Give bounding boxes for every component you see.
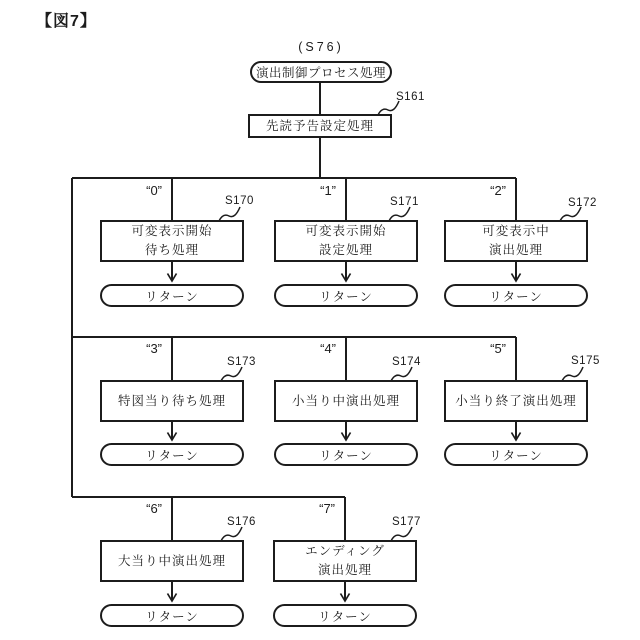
step-id-s177: S177 bbox=[392, 516, 421, 528]
case-label-7: “7” bbox=[319, 501, 335, 516]
return-terminal-0: リターン bbox=[100, 284, 244, 307]
start-terminal: 演出制御プロセス処理 bbox=[250, 61, 392, 83]
step-id-s172: S172 bbox=[568, 197, 597, 209]
leader-s176 bbox=[221, 527, 242, 541]
process-box-s175: 小当り終了演出処理 bbox=[444, 380, 588, 422]
return-terminal-6: リターン bbox=[100, 604, 244, 627]
process-box-s173: 特図当り待ち処理 bbox=[100, 380, 244, 422]
figure-number-label: 【図7】 bbox=[36, 13, 97, 30]
step-id-s170: S170 bbox=[225, 195, 254, 207]
return-terminal-1: リターン bbox=[274, 284, 418, 307]
leader-s174 bbox=[391, 367, 412, 381]
return-terminal-2: リターン bbox=[444, 284, 588, 307]
case-label-0: “0” bbox=[146, 183, 162, 198]
process-box-s177: エンディング 演出処理 bbox=[273, 540, 417, 582]
step-id-s175: S175 bbox=[571, 355, 600, 367]
leader-squiggles bbox=[219, 101, 583, 541]
leader-s175 bbox=[562, 367, 583, 381]
step-id-s174: S174 bbox=[392, 356, 421, 368]
process-box-s171: 可変表示開始 設定処理 bbox=[274, 220, 418, 262]
leader-s172 bbox=[560, 207, 581, 221]
step-id-s176: S176 bbox=[227, 516, 256, 528]
return-terminal-5: リターン bbox=[444, 443, 588, 466]
process-box-s161: 先読予告設定処理 bbox=[248, 114, 392, 138]
case-label-1: “1” bbox=[320, 183, 336, 198]
leader-s177 bbox=[391, 527, 412, 541]
case-label-2: “2” bbox=[490, 183, 506, 198]
return-terminal-4: リターン bbox=[274, 443, 418, 466]
leader-s173 bbox=[221, 367, 242, 381]
case-label-6: “6” bbox=[146, 501, 162, 516]
return-terminal-3: リターン bbox=[100, 443, 244, 466]
process-box-s170: 可変表示開始 待ち処理 bbox=[100, 220, 244, 262]
step-id-s171: S171 bbox=[390, 196, 419, 208]
case-label-5: “5” bbox=[490, 341, 506, 356]
return-terminal-7: リターン bbox=[273, 604, 417, 627]
step-id-s173: S173 bbox=[227, 356, 256, 368]
process-box-s172: 可変表示中 演出処理 bbox=[444, 220, 588, 262]
case-label-4: “4” bbox=[320, 341, 336, 356]
entry-step-ref: (S76) bbox=[298, 40, 344, 54]
case-label-3: “3” bbox=[146, 341, 162, 356]
leader-s161 bbox=[378, 101, 399, 115]
leader-s171 bbox=[389, 207, 410, 221]
step-id-s161: S161 bbox=[396, 91, 425, 103]
process-box-s174: 小当り中演出処理 bbox=[274, 380, 418, 422]
process-box-s176: 大当り中演出処理 bbox=[100, 540, 244, 582]
leader-s170 bbox=[219, 207, 240, 221]
